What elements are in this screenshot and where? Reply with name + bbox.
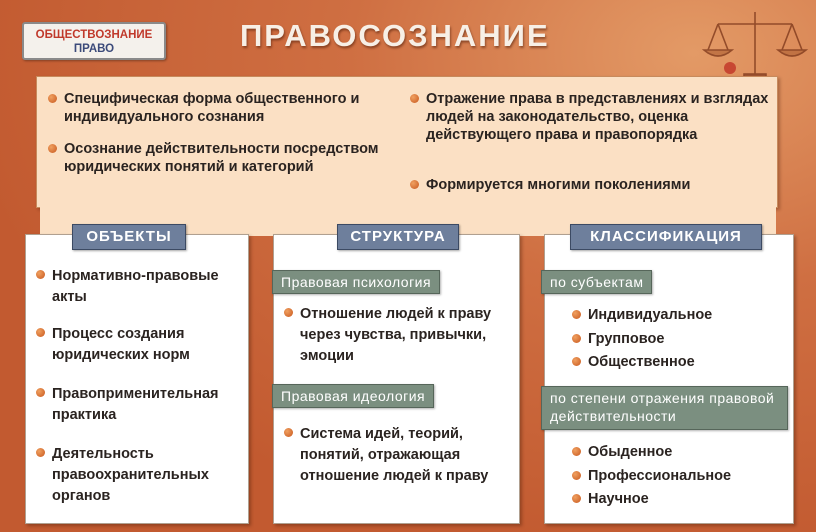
intro-item: Формируется многими поколениями <box>410 176 782 194</box>
by-subjects-item: Групповое <box>572 330 664 348</box>
by-reflection-item: Научное <box>572 490 649 508</box>
intro-item: Специфическая форма общественного и индивидуального сознания <box>48 90 404 126</box>
ideology-item: Система идей, теорий, понятий, отражающая отношение людей к праву <box>284 424 522 487</box>
by-subjects-item: Общественное <box>572 353 695 371</box>
intro-item: Отражение права в представлениях и взглядах людей на законодательство, оценка действующего права и правопорядка <box>410 90 782 144</box>
intro-item: Осознание действительности посредством юридических понятий и категорий <box>48 140 384 176</box>
subject-tag <box>22 22 166 60</box>
by-subjects-item: Индивидуальное <box>572 306 712 324</box>
scales-of-justice-icon <box>700 6 810 84</box>
objects-header: ОБЪЕКТЫ <box>72 224 186 250</box>
psychology-item: Отношение людей к праву через чувства, привычки, эмоции <box>284 304 522 367</box>
objects-item: Правоприменительная практика <box>36 384 257 426</box>
psychology-label: Правовая психология <box>272 270 440 294</box>
by-subjects-label: по субъектам <box>541 270 652 294</box>
by-reflection-item: Обыденное <box>572 443 672 461</box>
by-reflection-label: по степени отражения правовой действительности <box>541 386 788 430</box>
page-title: ПРАВОСОЗНАНИЕ <box>240 18 550 53</box>
by-reflection-item: Профессиональное <box>572 467 731 485</box>
classification-header: КЛАССИФИКАЦИЯ <box>570 224 762 250</box>
structure-header: СТРУКТУРА <box>337 224 459 250</box>
objects-item: Нормативно-правовые акты <box>36 266 257 308</box>
objects-item: Деятельность правоохранительных органов <box>36 444 252 507</box>
subject-tag-line2: ПРАВО <box>73 43 115 55</box>
subject-tag-line1: ОБЩЕСТВОЗНАНИЕ <box>35 29 153 41</box>
objects-item: Процесс создания юридических норм <box>36 324 252 366</box>
ideology-label: Правовая идеология <box>272 384 434 408</box>
